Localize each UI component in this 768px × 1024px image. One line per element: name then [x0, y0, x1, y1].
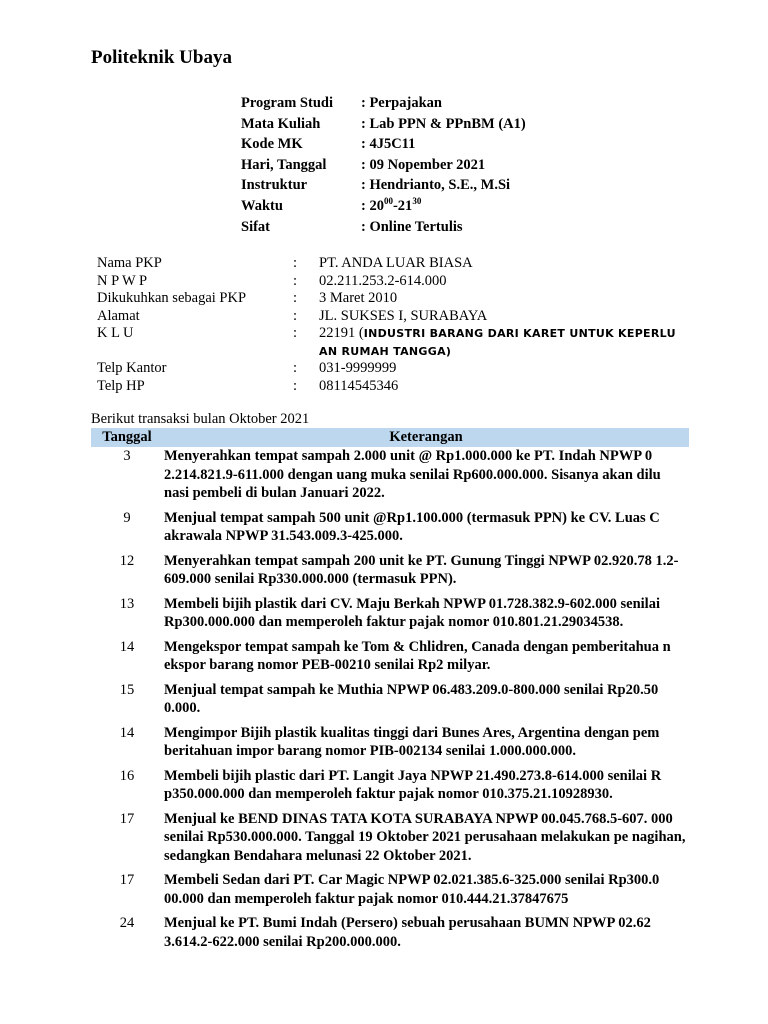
pkp-label: K L U	[97, 325, 134, 341]
course-value: : Lab PPN & PPnBM (A1)	[361, 115, 526, 132]
time-start-hour: : 20	[361, 197, 384, 214]
time-end-minute: 30	[412, 196, 422, 207]
pkp-value: 02.211.253.2-614.000	[319, 272, 447, 289]
pkp-value: 031-9999999	[319, 360, 397, 376]
pkp-row	[97, 255, 679, 273]
course-label: Waktu	[241, 197, 283, 214]
document-title: Politeknik Ubaya	[91, 47, 232, 68]
klu-code: 22191 (	[319, 325, 364, 341]
course-value: : Perpajakan	[361, 95, 442, 111]
row-description: Menjual tempat sampah ke Muthia NPWP 06.483.209.0-800.000 senilai Rp20.50 0.000.	[164, 681, 659, 716]
pkp-colon: :	[293, 272, 298, 289]
pkp-row	[97, 290, 679, 308]
pkp-value: PT. ANDA LUAR BIASA	[319, 255, 473, 271]
row-date: 13	[119, 595, 135, 612]
pkp-label: Dikukuhkan sebagai PKP	[97, 290, 247, 306]
row-description: Mengekspor tempat sampah ke Tom & Chlidren, Canada dengan pemberitahua n ekspor barang nomor PEB-00210 senilai Rp2 milyar.	[164, 638, 671, 673]
transactions-intro: Berikut transaksi bulan Oktober 2021	[91, 411, 310, 427]
table-row	[91, 638, 689, 681]
pkp-row	[97, 308, 679, 326]
row-description: Membeli bijih plastic dari PT. Langit Jaya NPWP 21.490.273.8-614.000 senilai R p350.000.000 dan memperoleh faktur pajak nomor 010.375.21.10928930.	[164, 767, 662, 802]
table-row	[91, 767, 689, 810]
course-info	[241, 93, 526, 237]
row-description: Menjual ke BEND DINAS TATA KOTA SURABAYA NPWP 00.045.768.5-607. 000 senilai Rp530.000.000. Tanggal 19 Oktober 2021 perusahaan melakukan pe nagihan, sedangkan Bendahara melunasi 22 Oktober 2021.	[164, 810, 686, 864]
pkp-colon: :	[293, 377, 298, 394]
time-end-hour: -21	[392, 197, 413, 214]
row-date: 24	[119, 915, 135, 931]
column-header-description: Keterangan	[163, 428, 689, 447]
row-date: 9	[123, 509, 131, 526]
course-value: : Hendrianto, S.E., M.Si	[361, 177, 511, 194]
table-row	[91, 724, 689, 767]
course-label: Kode MK	[241, 136, 303, 153]
pkp-row	[97, 360, 679, 378]
row-date: 17	[119, 810, 135, 827]
table-header-row	[91, 428, 689, 447]
course-label: Program Studi	[241, 95, 333, 111]
course-value-time	[361, 196, 526, 217]
course-value: : 09 Nopember 2021	[361, 156, 486, 173]
pkp-row	[97, 378, 679, 396]
course-row	[241, 196, 526, 217]
row-date: 16	[119, 767, 135, 784]
pkp-label: Telp Kantor	[97, 360, 167, 376]
row-description: Membeli bijih plastik dari CV. Maju Berkah NPWP 01.728.382.9-602.000 senilai Rp300.000.000 dan memperoleh faktur pajak nomor 010.801.21.29034538.	[164, 595, 660, 630]
table-row	[91, 509, 689, 552]
course-row	[241, 134, 526, 155]
pkp-value-klu	[319, 325, 679, 360]
course-row	[241, 114, 526, 135]
row-date: 15	[119, 681, 135, 698]
table-row	[91, 810, 689, 872]
table-row	[91, 681, 689, 724]
row-description: Menjual tempat sampah 500 unit @Rp1.100.000 (termasuk PPN) ke CV. Luas C akrawala NPWP 31.543.009.3-425.000.	[164, 509, 660, 544]
pkp-colon: :	[293, 307, 298, 324]
course-row	[241, 93, 526, 114]
row-description: Menjual ke PT. Bumi Indah (Persero) sebuah perusahaan BUMN NPWP 02.62 3.614.2-622.000 senilai Rp200.000.000.	[164, 915, 651, 950]
table-row	[91, 552, 689, 595]
pkp-label: Alamat	[97, 307, 140, 324]
row-description: Menyerahkan tempat sampah 2.000 unit @ Rp1.000.000 ke PT. Indah NPWP 0 2.214.821.9-611.000 dengan uang muka senilai Rp600.000.000. Sisanya akan dilu nasi pembeli di bulan Januari 2022.	[164, 448, 661, 501]
pkp-value: 3 Maret 2010	[319, 290, 398, 306]
table-row	[91, 595, 689, 638]
row-date: 12	[119, 552, 135, 569]
row-date: 17	[119, 872, 135, 888]
row-description: Menyerahkan tempat sampah 200 unit ke PT. Gunung Tinggi NPWP 02.920.78 1.2-609.000 senilai Rp330.000.000 (termasuk PPN).	[164, 552, 679, 587]
pkp-value: 08114545346	[319, 377, 399, 394]
pkp-colon: :	[293, 325, 298, 341]
pkp-label: Telp HP	[97, 377, 145, 394]
course-value: : Online Tertulis	[361, 218, 463, 235]
course-label: Mata Kuliah	[241, 115, 321, 132]
course-row	[241, 175, 526, 196]
pkp-row	[97, 325, 679, 360]
table-row	[91, 871, 689, 914]
pkp-colon: :	[293, 290, 298, 306]
course-label: Hari, Tanggal	[241, 156, 327, 173]
row-date: 14	[119, 724, 135, 741]
row-description: Mengimpor Bijih plastik kualitas tinggi dari Bunes Ares, Argentina dengan pem beritahuan impor barang nomor PIB-002134 senilai 1.000.000.000.	[164, 724, 660, 759]
pkp-value: JL. SUKSES I, SURABAYA	[319, 307, 488, 324]
pkp-colon: :	[293, 360, 298, 376]
row-date: 3	[123, 448, 131, 464]
column-header-date: Tanggal	[91, 428, 163, 447]
pkp-row	[97, 273, 679, 291]
table-row	[91, 447, 689, 509]
pkp-label: Nama PKP	[97, 255, 162, 271]
row-description: Membeli Sedan dari PT. Car Magic NPWP 02.021.385.6-325.000 senilai Rp300.0 00.000 dan memperoleh faktur pajak nomor 010.444.21.37847675	[164, 872, 660, 907]
row-date: 14	[119, 638, 135, 655]
table-row	[91, 914, 689, 957]
course-label: Instruktur	[241, 177, 308, 194]
course-value: : 4J5C11	[361, 136, 416, 153]
transactions-table	[91, 428, 689, 957]
course-row	[241, 155, 526, 176]
taxpayer-info	[97, 255, 679, 395]
time-start-minute: 00	[383, 196, 393, 207]
course-row	[241, 217, 526, 238]
course-label: Sifat	[241, 218, 270, 235]
pkp-colon: :	[293, 255, 298, 271]
klu-description: INDUSTRI BARANG DARI KARET UNTUK KEPERLU AN RUMAH TANGGA)	[319, 327, 676, 358]
pkp-label: N P W P	[97, 272, 148, 289]
